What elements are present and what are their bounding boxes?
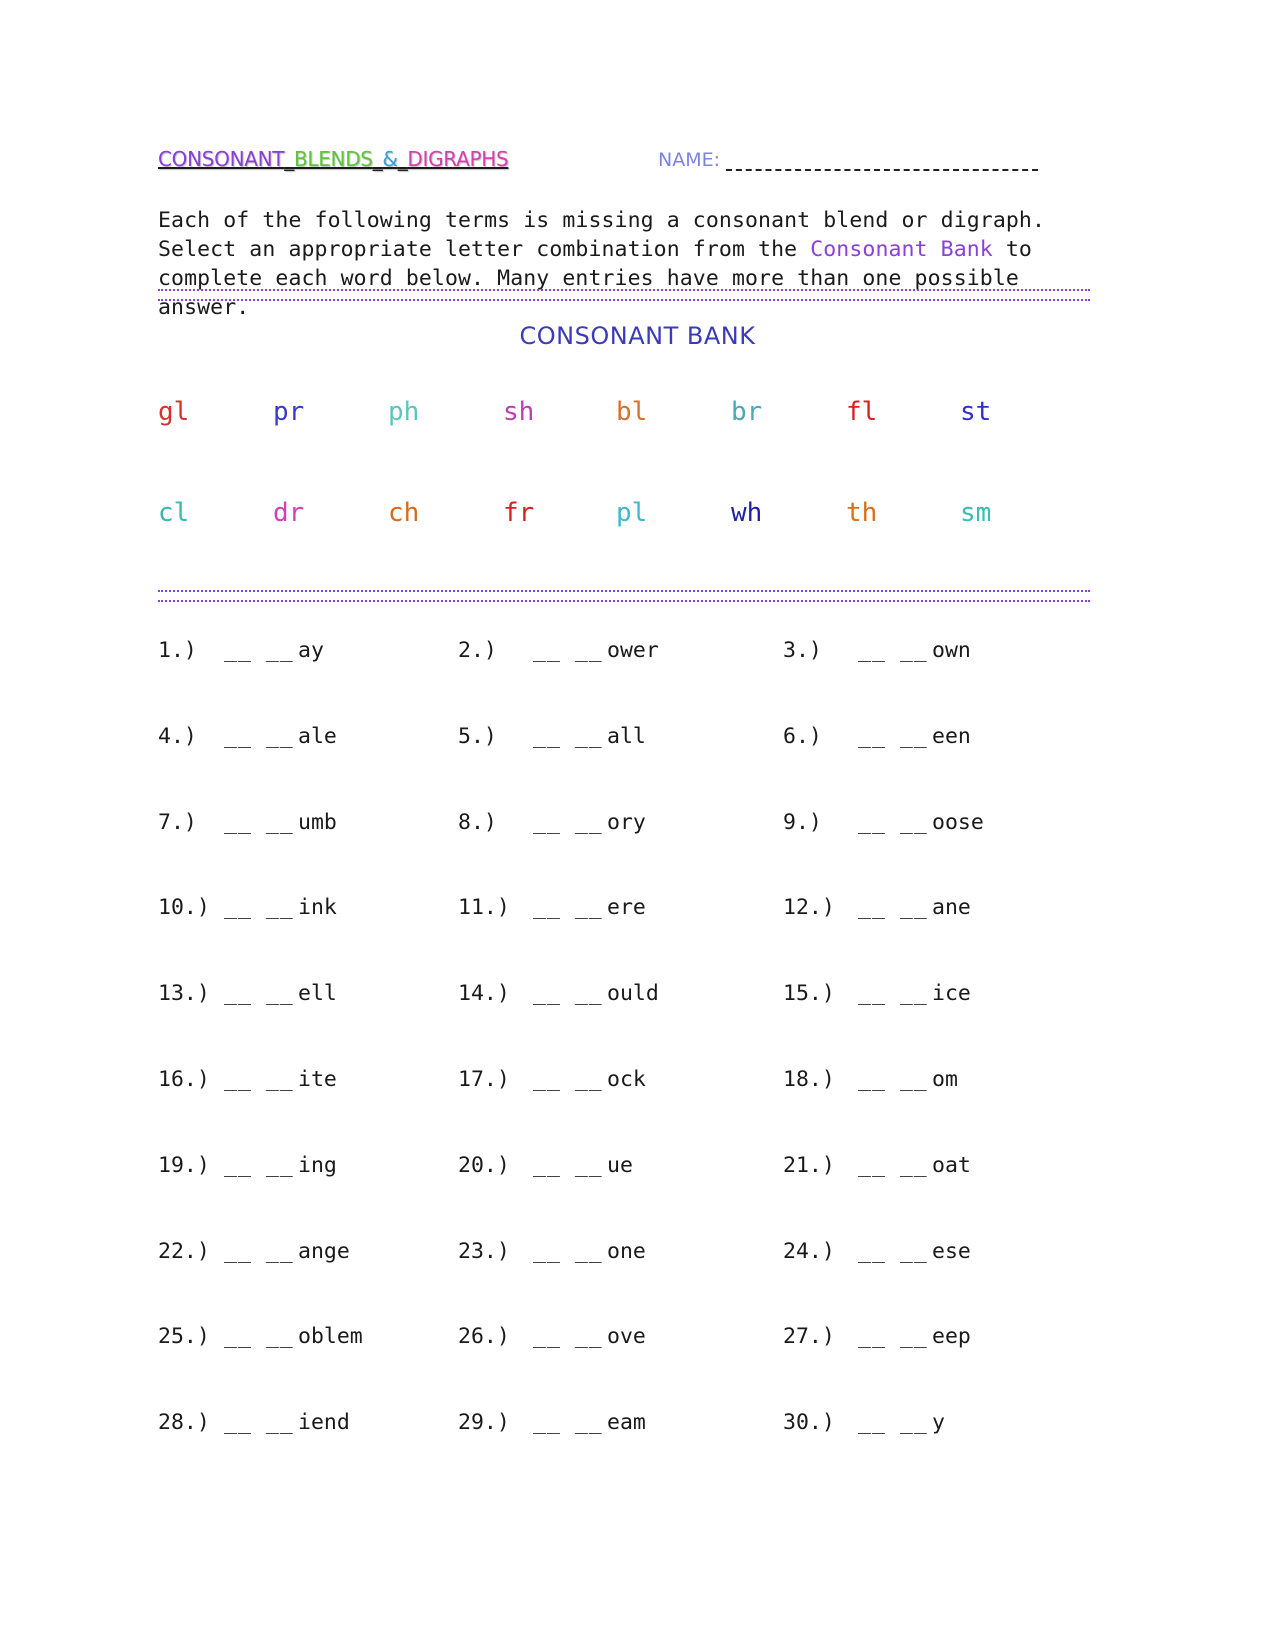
bank-item: ch: [388, 498, 420, 528]
exercise-number: 25.): [158, 1324, 210, 1349]
answer-blanks[interactable]: __ __: [858, 981, 928, 1006]
exercise-number: 3.): [783, 638, 822, 663]
exercise-item: [458, 1067, 646, 1092]
exercise-number: 13.): [158, 981, 210, 1006]
exercise-item: [783, 895, 971, 920]
exercise-item: [158, 1410, 350, 1435]
bank-item: fr: [503, 498, 535, 528]
exercise-number: 27.): [783, 1324, 835, 1349]
answer-blanks[interactable]: __ __: [858, 1410, 928, 1435]
answer-blanks[interactable]: __ __: [858, 638, 928, 663]
answer-blanks[interactable]: __ __: [224, 1067, 294, 1092]
answer-blanks[interactable]: __ __: [533, 724, 603, 749]
word-ending: ove: [607, 1324, 646, 1349]
instructions-before: Each of the following terms is missing a consonant blend or digraph. Select an appropriate letter combination from the: [158, 208, 1045, 262]
title-word-digraphs: DIGRAPHS: [407, 147, 509, 171]
answer-blanks[interactable]: __ __: [533, 1410, 603, 1435]
exercise-item: [458, 724, 646, 749]
exercise-item: [458, 1324, 646, 1349]
word-ending: umb: [298, 810, 337, 835]
exercise-number: 29.): [458, 1410, 510, 1435]
worksheet-title: CONSONANT_BLENDS_&_DIGRAPHS: [158, 147, 509, 171]
exercise-number: 24.): [783, 1239, 835, 1264]
exercise-number: 23.): [458, 1239, 510, 1264]
exercise-item: [783, 724, 971, 749]
word-ending: one: [607, 1239, 646, 1264]
exercise-item: [783, 1067, 958, 1092]
answer-blanks[interactable]: __ __: [533, 895, 603, 920]
exercise-item: [158, 1153, 337, 1178]
word-ending: ory: [607, 810, 646, 835]
word-ending: ould: [607, 981, 659, 1006]
word-ending: ale: [298, 724, 337, 749]
word-ending: eam: [607, 1410, 646, 1435]
answer-blanks[interactable]: __ __: [533, 638, 603, 663]
answer-blanks[interactable]: __ __: [224, 1239, 294, 1264]
exercise-number: 21.): [783, 1153, 835, 1178]
exercise-number: 6.): [783, 724, 822, 749]
instructions: [158, 206, 1118, 322]
word-ending: ay: [298, 638, 324, 663]
bank-item: dr: [273, 498, 305, 528]
exercise-item: [158, 638, 324, 663]
answer-blanks[interactable]: __ __: [858, 724, 928, 749]
exercise-number: 19.): [158, 1153, 210, 1178]
exercise-item: [158, 981, 337, 1006]
exercise-number: 28.): [158, 1410, 210, 1435]
bank-item: pl: [616, 498, 648, 528]
answer-blanks[interactable]: __ __: [858, 1153, 928, 1178]
exercise-number: 30.): [783, 1410, 835, 1435]
answer-blanks[interactable]: __ __: [224, 895, 294, 920]
word-ending: eep: [932, 1324, 971, 1349]
word-ending: ue: [607, 1153, 633, 1178]
bank-item: sh: [503, 397, 535, 427]
word-ending: iend: [298, 1410, 350, 1435]
worksheet-header: [158, 147, 1118, 179]
word-ending: oose: [932, 810, 984, 835]
instructions-after: to complete each word below. Many entries have more than one possible answer.: [158, 237, 1032, 320]
word-ending: ell: [298, 981, 337, 1006]
bank-item: ph: [388, 397, 420, 427]
word-ending: ing: [298, 1153, 337, 1178]
exercise-number: 18.): [783, 1067, 835, 1092]
word-ending: ere: [607, 895, 646, 920]
answer-blanks[interactable]: __ __: [533, 1324, 603, 1349]
exercise-item: [158, 1067, 337, 1092]
bank-item: pr: [273, 397, 305, 427]
word-ending: ange: [298, 1239, 350, 1264]
exercise-number: 4.): [158, 724, 197, 749]
exercise-number: 9.): [783, 810, 822, 835]
answer-blanks[interactable]: __ __: [224, 810, 294, 835]
word-ending: een: [932, 724, 971, 749]
exercise-number: 2.): [458, 638, 497, 663]
exercise-item: [783, 1410, 945, 1435]
answer-blanks[interactable]: __ __: [224, 1410, 294, 1435]
word-ending: ese: [932, 1239, 971, 1264]
word-ending: own: [932, 638, 971, 663]
exercise-number: 12.): [783, 895, 835, 920]
exercise-item: [783, 1239, 971, 1264]
instructions-highlight: Consonant Bank: [810, 237, 993, 262]
exercise-item: [158, 1324, 363, 1349]
answer-blanks[interactable]: __ __: [533, 810, 603, 835]
exercise-number: 14.): [458, 981, 510, 1006]
word-ending: om: [932, 1067, 958, 1092]
exercise-item: [158, 810, 337, 835]
word-ending: ink: [298, 895, 337, 920]
bank-item: br: [731, 397, 763, 427]
exercise-number: 1.): [158, 638, 197, 663]
exercise-item: [783, 981, 971, 1006]
bank-item: th: [846, 498, 878, 528]
bank-item: wh: [731, 498, 763, 528]
title-word-consonant: CONSONANT: [158, 147, 285, 171]
word-ending: ane: [932, 895, 971, 920]
title-word-blends: BLENDS: [293, 147, 373, 171]
exercise-number: 10.): [158, 895, 210, 920]
answer-blanks[interactable]: __ __: [533, 1239, 603, 1264]
name-field[interactable]: [658, 149, 1038, 171]
answer-blanks[interactable]: __ __: [858, 1324, 928, 1349]
exercise-item: [458, 810, 646, 835]
exercise-item: [458, 895, 646, 920]
answer-blanks[interactable]: __ __: [533, 1153, 603, 1178]
bottom-divider: [158, 590, 1090, 602]
exercise-item: [783, 1153, 971, 1178]
bank-item: bl: [616, 397, 648, 427]
answer-blanks[interactable]: __ __: [858, 1239, 928, 1264]
bank-row-2: [158, 498, 1118, 532]
word-ending: ower: [607, 638, 659, 663]
exercise-item: [458, 1410, 646, 1435]
answer-blanks[interactable]: __ __: [224, 724, 294, 749]
answer-blanks[interactable]: __ __: [224, 1324, 294, 1349]
exercise-item: [158, 895, 337, 920]
bank-item: gl: [158, 397, 190, 427]
bank-item: fl: [846, 397, 878, 427]
word-ending: ock: [607, 1067, 646, 1092]
bank-item: sm: [960, 498, 992, 528]
exercise-number: 20.): [458, 1153, 510, 1178]
answer-blanks[interactable]: __ __: [533, 981, 603, 1006]
exercise-item: [783, 1324, 971, 1349]
exercise-number: 8.): [458, 810, 497, 835]
exercise-item: [783, 638, 971, 663]
word-ending: all: [607, 724, 646, 749]
exercise-number: 22.): [158, 1239, 210, 1264]
word-ending: ice: [932, 981, 971, 1006]
bank-item: cl: [158, 498, 190, 528]
answer-blanks[interactable]: __ __: [224, 638, 294, 663]
exercise-number: 17.): [458, 1067, 510, 1092]
exercise-number: 11.): [458, 895, 510, 920]
exercise-item: [458, 1153, 633, 1178]
exercise-item: [783, 810, 984, 835]
name-label: NAME:: [658, 149, 721, 171]
exercise-number: 5.): [458, 724, 497, 749]
answer-blanks[interactable]: __ __: [224, 1153, 294, 1178]
exercise-number: 7.): [158, 810, 197, 835]
exercise-number: 26.): [458, 1324, 510, 1349]
answer-blanks[interactable]: __ __: [533, 1067, 603, 1092]
exercise-number: 16.): [158, 1067, 210, 1092]
answer-blanks[interactable]: __ __: [224, 981, 294, 1006]
bank-row-1: [158, 397, 1118, 431]
bank-item: st: [960, 397, 992, 427]
answer-blanks[interactable]: __ __: [858, 895, 928, 920]
exercise-item: [458, 638, 659, 663]
answer-blanks[interactable]: __ __: [858, 1067, 928, 1092]
title-word-ampersand: &: [382, 147, 398, 171]
exercise-number: 15.): [783, 981, 835, 1006]
word-ending: ite: [298, 1067, 337, 1092]
name-blank-line[interactable]: [726, 155, 1038, 171]
answer-blanks[interactable]: __ __: [858, 810, 928, 835]
word-ending: oblem: [298, 1324, 363, 1349]
word-ending: oat: [932, 1153, 971, 1178]
exercise-item: [458, 981, 659, 1006]
exercise-item: [458, 1239, 646, 1264]
top-divider: [158, 289, 1090, 301]
exercise-item: [158, 724, 337, 749]
word-ending: y: [932, 1410, 945, 1435]
exercise-item: [158, 1239, 350, 1264]
bank-title: CONSONANT BANK: [519, 322, 756, 350]
